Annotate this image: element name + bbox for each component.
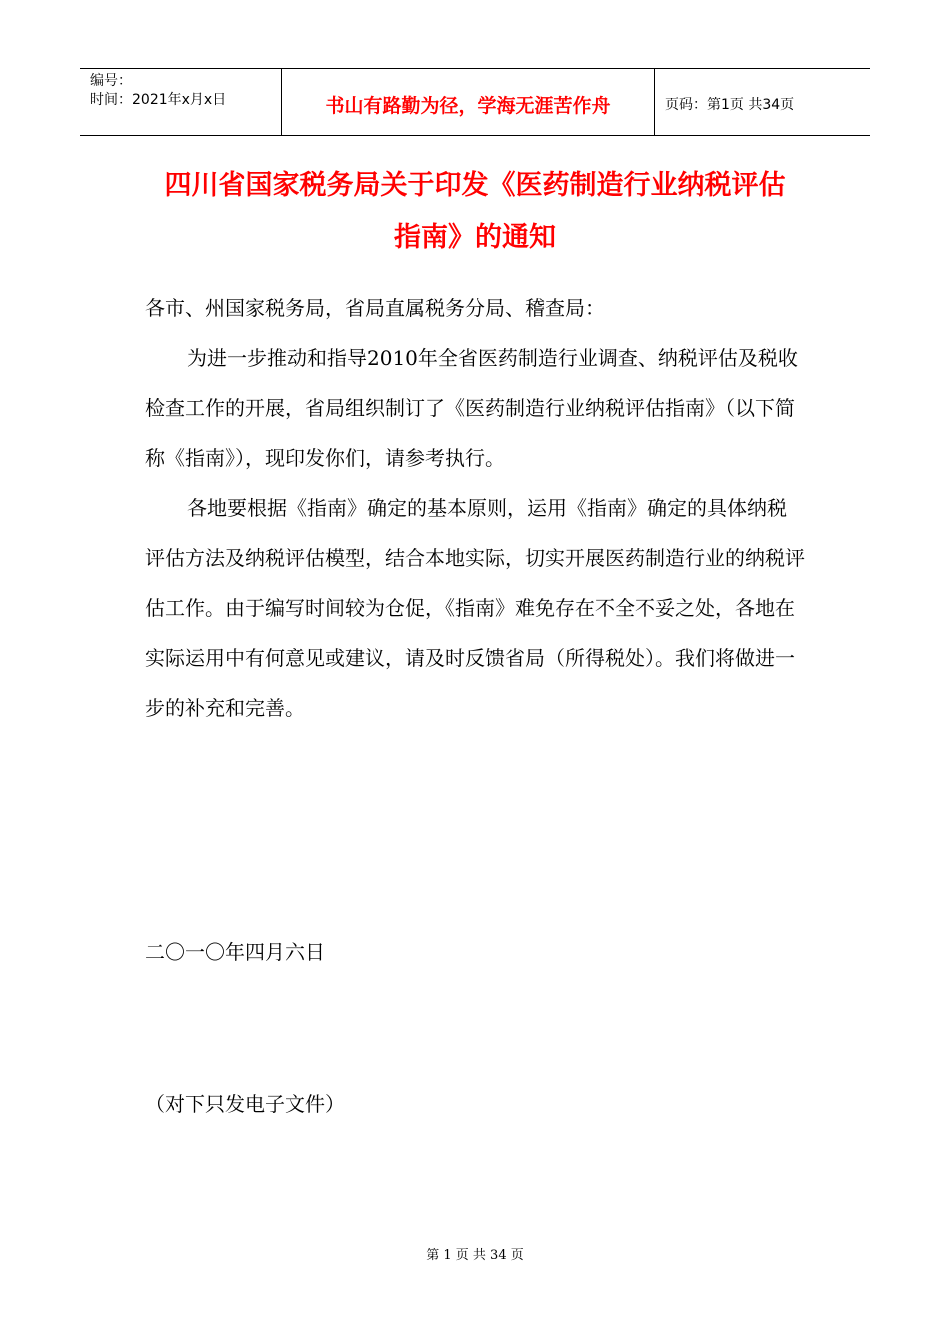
header-motto: 书山有路勤为径，学海无涯苦作舟 [282, 69, 655, 135]
header-page-info: 页码：第1页 共34页 [665, 97, 795, 113]
header-meta [80, 69, 282, 135]
paragraph-2: 各地要根据《指南》确定的基本原则，运用《指南》确定的具体纳税评估方法及纳税评估模型，结合本地实际，切实开展医药制造行业的纳税评估工作。由于编写时间较为仓促，《指南》难免存在不全不妥之处，各地在实际运用中有何意见或建议，请及时反馈省局（所得税处）。我们将做进一步的补充和完善。 [145, 496, 805, 720]
paragraph-1: 为进一步推动和指导2010年全省医药制造行业调查、纳税评估及税收检查工作的开展，省局组织制订了《医药制造行业纳税评估指南》（以下简称《指南》），现印发你们，请参考执行。 [145, 346, 798, 470]
salutation: 各市、州国家税务局，省局直属税务分局、稽查局： [145, 296, 605, 320]
document-header [80, 68, 870, 136]
distribution-note: （对下只发电子文件） [145, 1092, 345, 1116]
code-label: 编号： [90, 73, 132, 89]
document-body [145, 283, 805, 733]
title-line-2: 指南》的通知 [394, 222, 556, 253]
document-title [100, 160, 850, 264]
title-line-1: 四川省国家税务局关于印发《医药制造行业纳税评估 [164, 170, 786, 201]
time-label: 时间：2021年x月x日 [90, 92, 227, 108]
issue-date: 二〇一〇年四月六日 [145, 940, 325, 964]
page-footer: 第 1 页 共 34 页 [426, 1248, 524, 1263]
